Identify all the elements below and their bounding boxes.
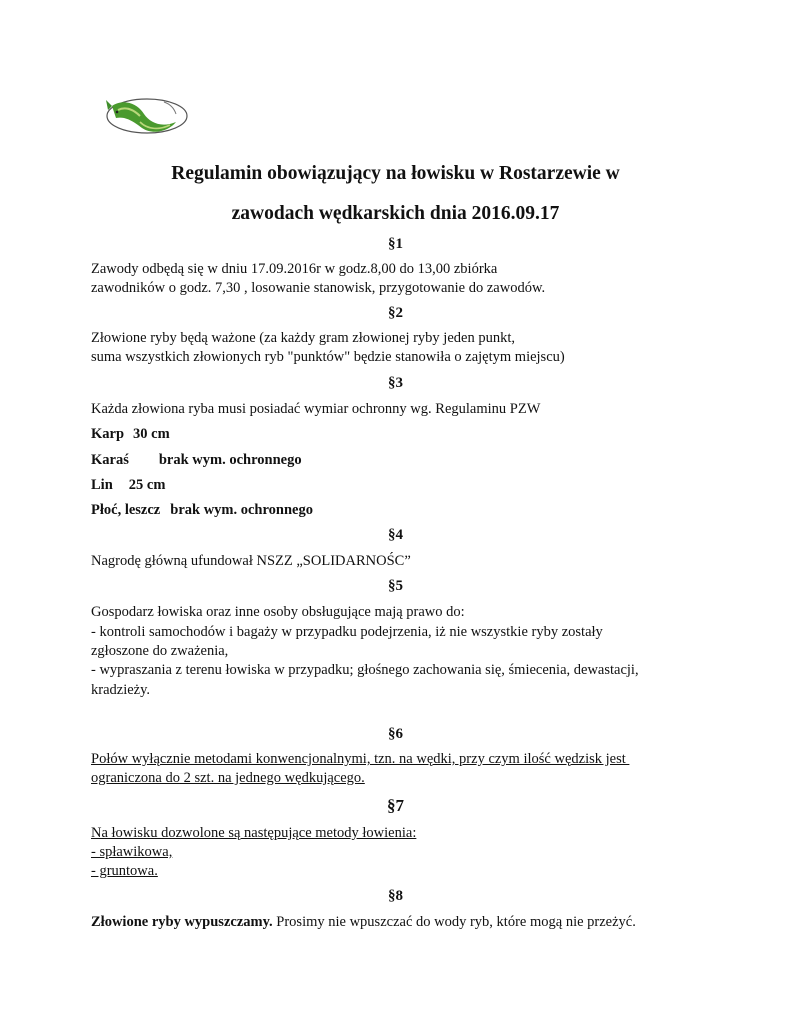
section-7-line-3: - gruntowa. bbox=[91, 863, 158, 879]
document-title-line-1: Regulamin obowiązujący na łowisku w Rostarzewie w bbox=[171, 163, 620, 184]
fish-size: 30 cm bbox=[133, 426, 170, 442]
section-5-line-1: Gospodarz łowiska oraz inne osoby obsługujące mają prawo do: bbox=[91, 604, 465, 620]
section-5-line-4: - wypraszania z terenu łowiska w przypadku; głośnego zachowania się, śmiecenia, dewastacji, bbox=[91, 662, 639, 678]
section-8-heading: §8 bbox=[388, 888, 403, 904]
section-1-line-2: zawodników o godz. 7,30 , losowanie stanowisk, przygotowanie do zawodów. bbox=[91, 280, 546, 296]
section-2-line-2: suma wszystkich złowionych ryb "punktów" będzie stanowiła o zajętym miejscu) bbox=[91, 349, 565, 365]
fish-row-ploc-leszcz bbox=[91, 501, 313, 520]
section-4-heading: §4 bbox=[388, 527, 403, 543]
section-4-text: Nagrodę główną ufundował NSZZ „SOLIDARNOŚC” bbox=[91, 553, 411, 569]
fish-row-karas bbox=[91, 451, 302, 470]
section-8-text bbox=[91, 913, 636, 932]
fish-row-karp bbox=[91, 425, 170, 444]
document-title-line-2: zawodach wędkarskich dnia 2016.09.17 bbox=[231, 203, 560, 224]
fish-name: Lin bbox=[91, 477, 113, 493]
fish-name: Karp bbox=[91, 426, 125, 442]
section-1-line-1: Zawody odbędą się w dniu 17.09.2016r w godz.8,00 do 13,00 zbiórka bbox=[91, 261, 498, 277]
fish-size: 25 cm bbox=[128, 477, 166, 493]
section-8-normal-text: Prosimy nie wpuszczać do wody ryb, które mogą nie przeżyć. bbox=[272, 914, 636, 930]
section-2-line-1: Złowione ryby będą ważone (za każdy gram złowionej ryby jeden punkt, bbox=[91, 330, 515, 346]
fish-name: Płoć, leszcz bbox=[91, 502, 161, 518]
section-8-bold-text: Złowione ryby wypuszczamy. bbox=[91, 914, 273, 930]
fish-logo-icon bbox=[104, 92, 190, 142]
section-7-line-1: Na łowisku dozwolone są następujące metody łowienia: bbox=[91, 825, 417, 841]
section-6-line-2: ograniczona do 2 szt. na jednego wędkującego. bbox=[91, 770, 365, 786]
fish-row-lin bbox=[91, 476, 165, 495]
fish-name: Karaś bbox=[91, 452, 129, 468]
section-5-line-5: kradzieży. bbox=[91, 682, 151, 698]
section-3-intro: Każda złowiona ryba musi posiadać wymiar ochronny wg. Regulaminu PZW bbox=[91, 401, 541, 417]
fish-size: brak wym. ochronnego bbox=[170, 502, 313, 518]
section-3-heading: §3 bbox=[388, 375, 403, 391]
section-5-heading: §5 bbox=[388, 578, 403, 594]
section-7-line-2: - spławikowa, bbox=[91, 844, 173, 860]
section-5-line-2: - kontroli samochodów i bagaży w przypadku podejrzenia, iż nie wszystkie ryby zostały bbox=[91, 624, 603, 640]
section-7-heading: §7 bbox=[387, 796, 404, 815]
section-5-line-3: zgłoszone do zważenia, bbox=[91, 643, 229, 659]
fish-size: brak wym. ochronnego bbox=[158, 452, 302, 468]
section-6-heading: §6 bbox=[388, 726, 403, 742]
section-1-heading: §1 bbox=[388, 236, 403, 252]
section-6-line-1: Połów wyłącznie metodami konwencjonalnymi, tzn. na wędki, przy czym ilość wędzisk jest bbox=[91, 751, 630, 767]
section-2-heading: §2 bbox=[388, 305, 403, 321]
